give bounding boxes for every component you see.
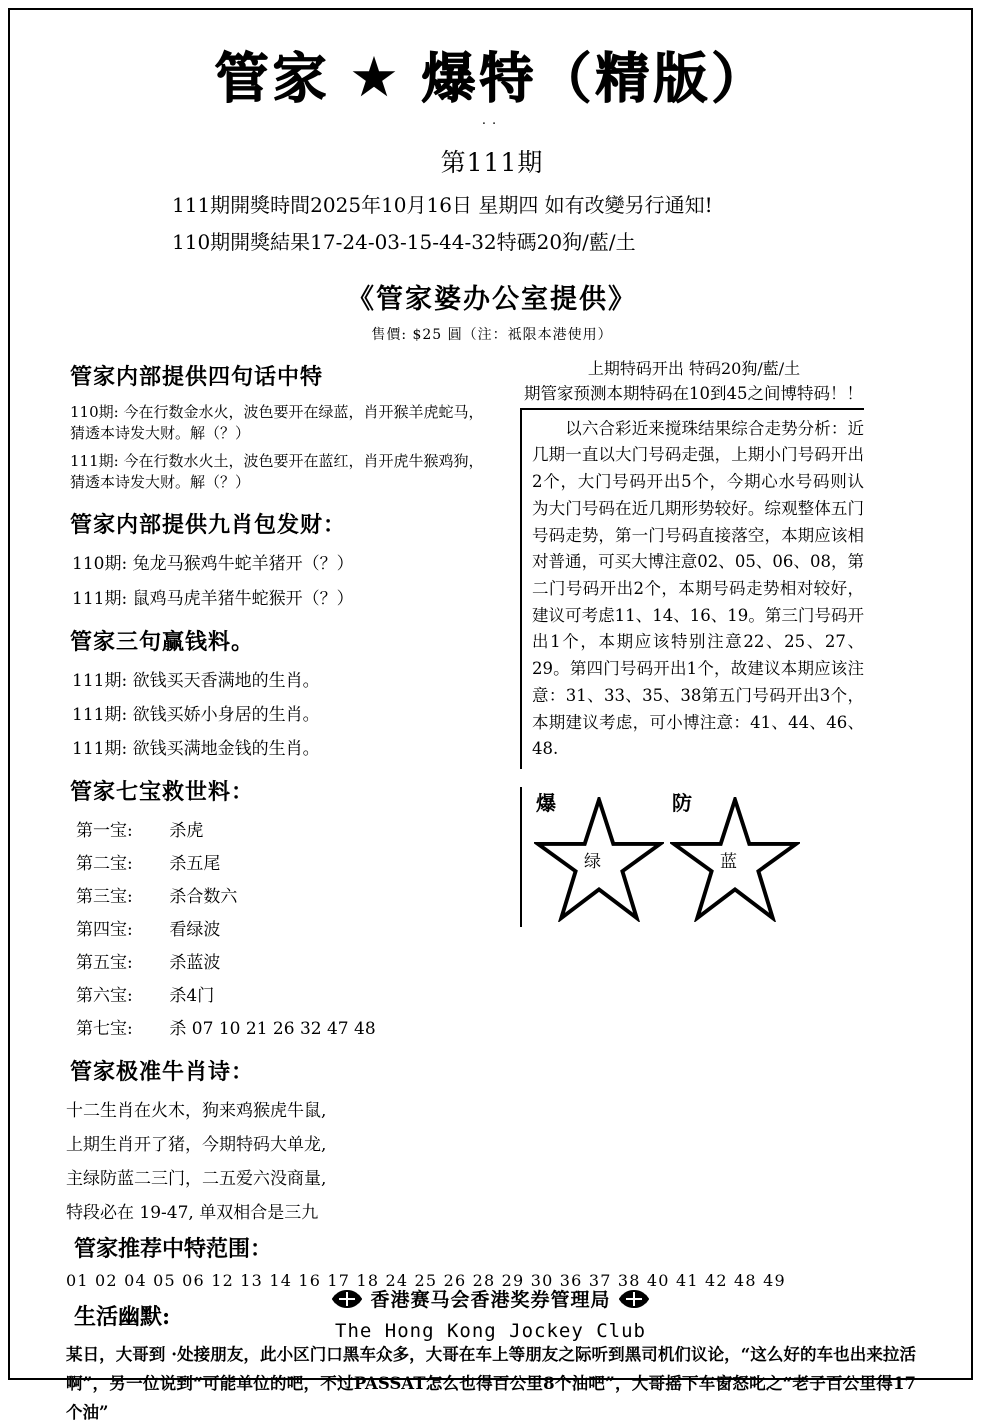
- row-value: 杀蓝波: [169, 953, 221, 973]
- section-heading-nine-zodiac: 管家内部提供九肖包发财：: [70, 512, 347, 538]
- treasure-row: [76, 882, 492, 907]
- draw-time: 111期開獎時間2025年10月16日 星期四 如有改變另行通知!: [172, 193, 713, 217]
- treasure-row: [76, 915, 492, 940]
- section-heading-three-lines: 管家三句赢钱料。: [70, 629, 255, 655]
- analysis-panel: [524, 356, 864, 927]
- row-value: 欲钱买满地金钱的生肖。: [132, 739, 320, 759]
- humor-heading: 生活幽默:: [74, 1304, 171, 1330]
- nine-zodiac-row: [72, 549, 492, 574]
- stars-area: [520, 787, 864, 927]
- row-value: 杀4门: [169, 986, 215, 1006]
- treasure-row: [76, 849, 492, 874]
- left-column: [62, 360, 492, 1223]
- row-label: 111期:: [72, 589, 128, 609]
- analysis-body: 以六合彩近来搅珠结果综合走势分析：近几期一直以大门号码走强，上期小门号码开出2个，大门号码开出5个，今期心水号码则认为大门号码在近几期形势较好。综观整体五门号码走势，第一门号码直接落空，本期应该相对普通，可买大博注意02、05、06、08，第二门号码开出2个，本期号码走势相对较好，建议可考虑11、14、16、19。第三门号码开出1个，本期应该特别注意22、25、27、29。第四门号码开出1个，故建议本期应该注意：31、33、35、38第五门号码开出3个，本期建议考虑，可小博注意：41、44、46、48.: [520, 416, 864, 769]
- row-label: 第一宝:: [76, 821, 133, 841]
- row-value: 杀 07 10 21 26 32 47 48: [169, 1019, 376, 1039]
- row-value: 杀虎: [169, 821, 204, 841]
- issue-number: 第111期: [440, 148, 544, 177]
- previous-result: 110期開獎結果17-24-03-15-44-32特碼20狗/藍/土: [172, 230, 636, 254]
- four-lines-row: 110期: 今在行数金水火，波色要开在绿蓝，肖开猴羊虎蛇马，猜透本诗发大财。解（？）: [70, 403, 484, 442]
- poem-line: 十二生肖在火木，狗来鸡猴虎牛鼠,: [66, 1101, 327, 1121]
- treasure-row: [76, 1014, 492, 1039]
- row-label: 111期:: [72, 671, 128, 691]
- title-part-1: 管家: [214, 46, 331, 110]
- four-lines-row: 111期: 今在行数水火土，波色要开在蓝红，肖开虎牛猴鸡狗，猜透本诗发大财。解（？）: [70, 452, 484, 491]
- star-icon: ★: [353, 50, 399, 104]
- row-value: 看绿波: [169, 920, 221, 940]
- row-value: 杀五尾: [169, 854, 221, 874]
- analysis-divider: [520, 408, 864, 416]
- row-label: 第六宝:: [76, 986, 133, 1006]
- range-heading: 管家推荐中特范围：: [74, 1236, 273, 1262]
- poem-line: 特段必在 19-47, 单双相合是三九: [66, 1203, 319, 1223]
- section-heading-four-lines: 管家内部提供四句话中特: [70, 364, 324, 390]
- row-label: 第四宝:: [76, 920, 133, 940]
- footer-cn-text: 香港赛马会香港奖券管理局: [370, 1289, 611, 1311]
- section-heading-poem: 管家极准牛肖诗：: [70, 1059, 255, 1085]
- treasure-row: [76, 816, 492, 841]
- row-value: 兔龙马猴鸡牛蛇羊猪开（？）: [132, 554, 354, 574]
- humor-text: 某日，大哥到 ·处接朋友，此小区门口黑车众多，大哥在车上等朋友之际听到黑司机们议论，“这么好的车也出来拉活啊”，另一位说到“可能单位的吧，不过PASSAT怎么也得百公里8个油吧”，大哥摇下车窗怒叱之“老子百公里得17个油”: [66, 1345, 916, 1422]
- poem-line: 上期生肖开了猪，今期特码大单龙,: [66, 1135, 327, 1155]
- title-part-2: 爆特（精版）: [421, 46, 770, 110]
- row-value: 鼠鸡马虎羊猪牛蛇猴开（？）: [132, 589, 354, 609]
- office-title: 《管家婆办公室提供》: [347, 284, 637, 315]
- treasure-row: [76, 948, 492, 973]
- row-label: 第三宝:: [76, 887, 133, 907]
- range-numbers: 01 02 04 05 06 12 13 14 16 17 18 24 25 26 28 29 30 36 37 38 40 41 42 48 49: [66, 1271, 786, 1290]
- row-label: 第五宝:: [76, 953, 133, 973]
- row-value: 欲钱买天香满地的生肖。: [132, 671, 320, 691]
- row-label: 110期:: [72, 554, 128, 574]
- star-left-label: 爆: [536, 791, 556, 816]
- footer: [0, 1285, 981, 1342]
- row-label: 111期:: [72, 739, 128, 759]
- three-lines-row: [72, 734, 492, 759]
- star-right-label: 防: [672, 791, 692, 816]
- nine-zodiac-row: [72, 584, 492, 609]
- analysis-intro: 期管家预测本期特码在10到45之间博特码！！: [524, 384, 863, 403]
- star-right-inner-label: 蓝: [720, 852, 737, 873]
- row-label: 第二宝:: [76, 854, 133, 874]
- treasure-row: [76, 981, 492, 1006]
- three-lines-row: [72, 666, 492, 691]
- three-lines-row: [72, 700, 492, 725]
- two-column-body: [62, 360, 922, 1223]
- jockey-club-logo-icon: [332, 1288, 362, 1310]
- row-value: 杀合数六: [169, 887, 238, 907]
- price-note: 售價: $25 圓（注：祗限本港使用）: [371, 327, 613, 343]
- star-left-inner-label: 绿: [584, 852, 601, 873]
- section-heading-seven-treasures: 管家七宝救世料：: [70, 779, 255, 805]
- title-dots: ··: [481, 117, 503, 132]
- footer-cn-line: [0, 1285, 981, 1312]
- jockey-club-logo-icon: [619, 1288, 649, 1310]
- row-value: 欲钱买娇小身居的生肖。: [132, 705, 320, 725]
- poem-line: 主绿防蓝二三门，二五爱六没商量,: [66, 1169, 327, 1189]
- row-label: 111期:: [72, 705, 128, 725]
- analysis-top-line: 上期特码开出 特码20狗/藍/土: [587, 359, 801, 378]
- footer-en-text: The Hong Kong Jockey Club: [335, 1320, 646, 1342]
- page-content: [62, 18, 922, 1428]
- page-title: [62, 36, 922, 113]
- row-label: 第七宝:: [76, 1019, 133, 1039]
